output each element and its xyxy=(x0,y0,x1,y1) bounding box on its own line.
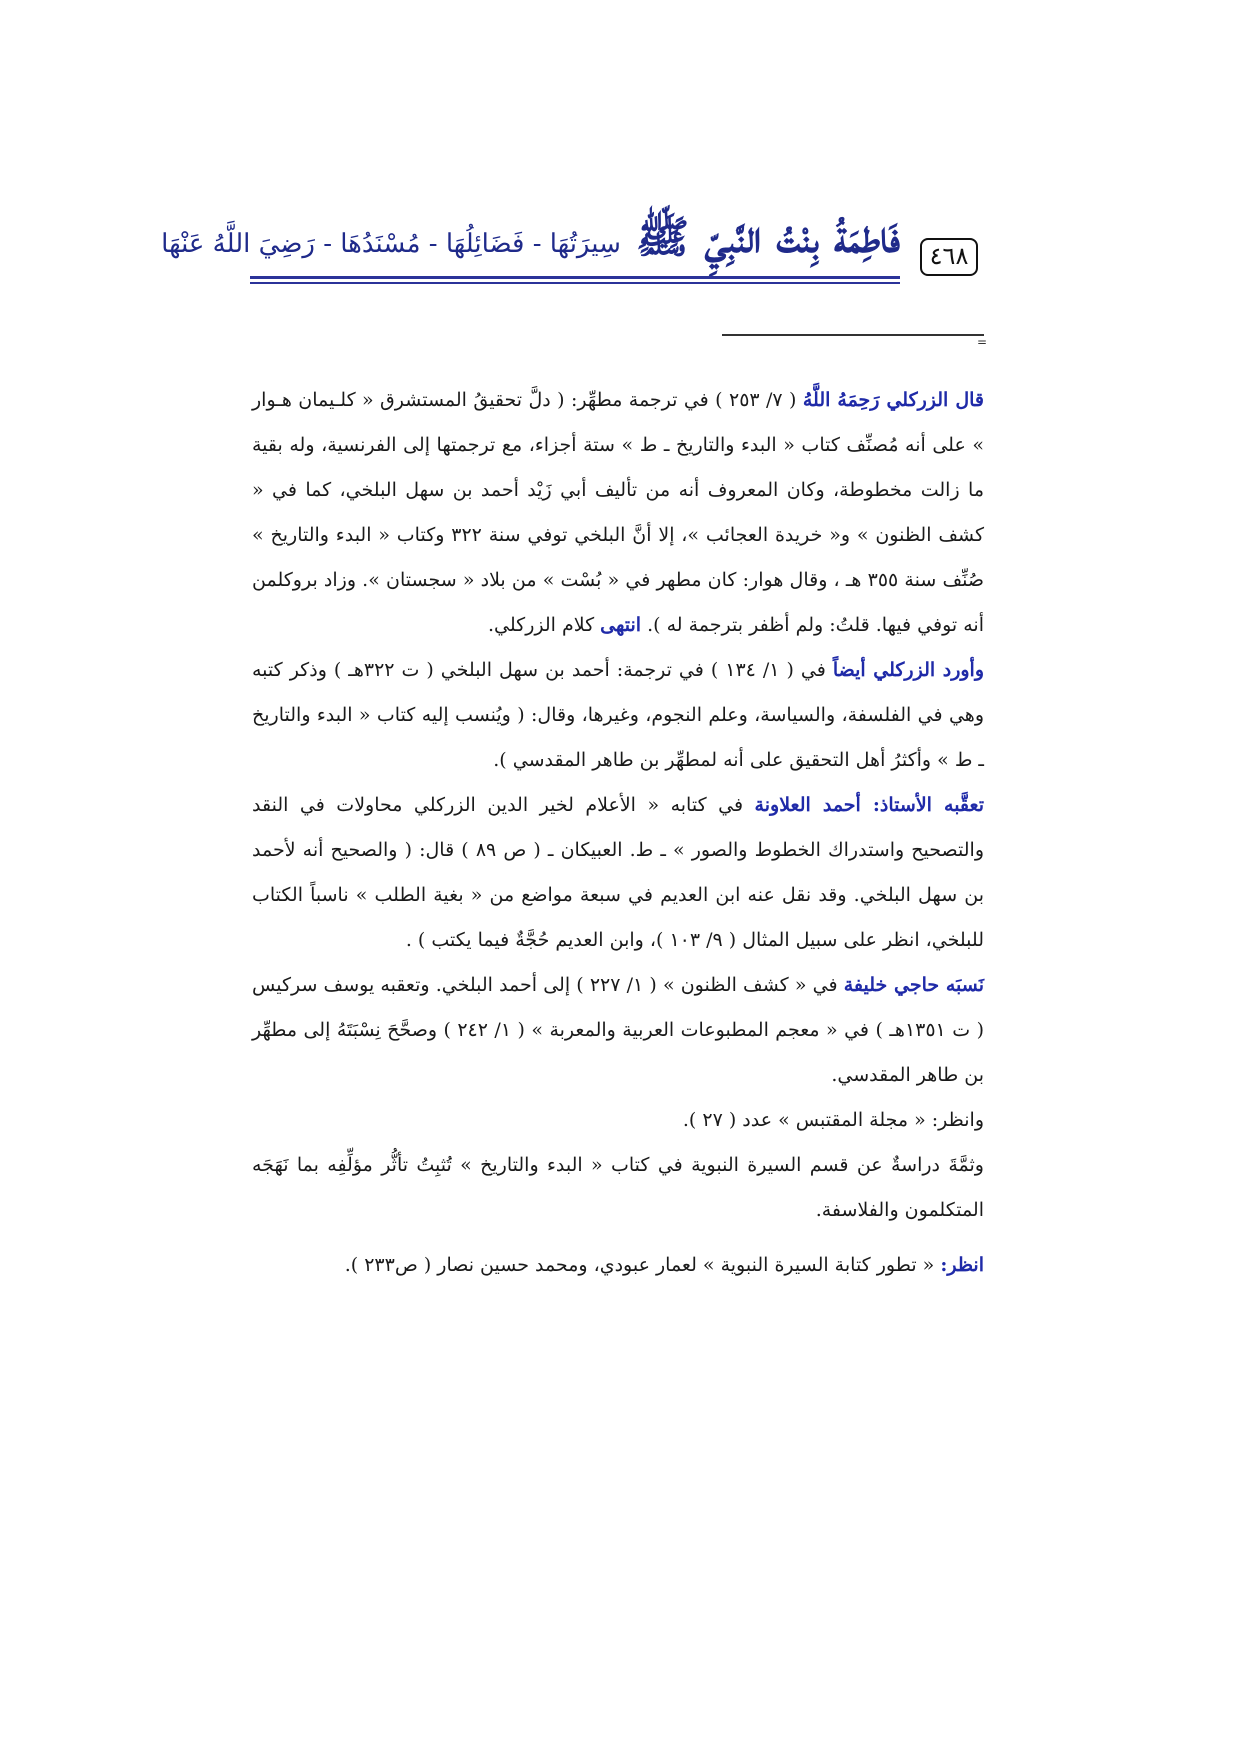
book-title-main: فَاطِمَةُ بِنْتُ النَّبِيِّ ﷺ xyxy=(636,212,900,263)
paragraph-lead: قال الزركلي رَحِمَهُ اللَّهُ xyxy=(802,389,984,411)
page-number: ٤٦٨ xyxy=(920,238,978,276)
paragraph xyxy=(252,378,984,648)
book-title xyxy=(161,210,900,270)
header-rule xyxy=(250,282,900,284)
book-title-subtitle: سِيرَتُهَا - فَضَائِلُهَا - مُسْنَدُهَا - رَضِيَ اللَّهُ عَنْهَا xyxy=(161,229,621,259)
separator-mark: = xyxy=(977,335,988,349)
paragraph xyxy=(252,1098,984,1143)
paragraph-text: في كتابه « الأعلام لخير الدين الزركلي محاولات في النقد والتصحيح واستدراك الخطوط والصور » ـ ط. العبيكان ـ ( ص ٨٩ ) قال: ( والصحيح أنه لأحمد بن سهل البلخي. وقد نقل عنه ابن العديم في سبعة مواضع من « بغية الطلب » ناسباً الكتاب للبلخي، انظر على سبيل المثال ( ٩/ ١٠٣ )، وابن العديم حُجَّةٌ فيما يكتب ) . xyxy=(252,794,984,951)
paragraph-text: ( ٧/ ٢٥٣ ) في ترجمة مطهِّر: ( دلَّ تحقيقُ المستشرق « كلـيمان هـوار » على أنه مُصنِّف كتاب « البدء والتاريخ ـ ط » ستة أجزاء، مع ترجمتها إلى الفرنسية، وله بقية ما زالت مخطوطة، وكان المعروف أنه من تأليف أبي زَيْد أحمد بن سهل البلخي، كما في « كشف الظنون » و« خريدة العجائب »، إلا أنَّ البلخي توفي سنة ٣٢٢ وكتاب « البدء والتاريخ » صُنِّف سنة ٣٥٥ هـ ، وقال هوار: كان مطهر في « بُسْت » من بلاد « سجستان ». وزاد بروكلمن أنه توفي فيها. قلتُ: ولم أظفر بترجمة له ). xyxy=(252,389,984,636)
paragraph-text: في ( ١/ ١٣٤ ) في ترجمة: أحمد بن سهل البلخي ( ت ٣٢٢هـ ) وذكر كتبه وهي في الفلسفة، والسياسة، وعلم النجوم، وغيرها، وقال: ( ويُنسب إليه كتاب « البدء والتاريخ ـ ط » وأكثرُ أهل التحقيق على أنه لمطهِّر بن طاهر المقدسي ). xyxy=(252,659,984,771)
page-header xyxy=(161,188,982,288)
paragraph xyxy=(252,783,984,963)
paragraph-text: وانظر: « مجلة المقتبس » عدد ( ٢٧ ). xyxy=(682,1109,984,1131)
section-separator xyxy=(722,334,984,336)
paragraph xyxy=(252,1143,984,1233)
paragraph-lead: نَسبَه حاجي خليفة xyxy=(843,974,984,996)
reference-text: « تطور كتابة السيرة النبوية » لعمار عبودي، ومحمد حسين نصار ( ص٢٣٣ ). xyxy=(344,1254,941,1276)
paragraph xyxy=(252,648,984,783)
paragraph-tail: كلام الزركلي. xyxy=(488,614,601,636)
paragraph-text: وثمَّةَ دراسةٌ عن قسم السيرة النبوية في كتاب « البدء والتاريخ » تُثبِتُ تأثُّر مؤلِّفِه بما نَهَجَه المتكلمون والفلاسفة. xyxy=(252,1154,984,1221)
body-text xyxy=(252,378,984,1288)
paragraph-text: في « كشف الظنون » ( ١/ ٢٢٧ ) إلى أحمد البلخي. وتعقبه يوسف سركيس ( ت ١٣٥١هـ ) في « معجم المطبوعات العربية والمعربة » ( ١/ ٢٤٢ ) وصحَّحَ نِسْبَتَهُ إلى مطهِّر بن طاهر المقدسي. xyxy=(252,974,984,1086)
paragraph-lead: وأورد الزركلي أيضاً xyxy=(832,659,984,681)
reference-lead: انظر: xyxy=(940,1254,984,1276)
paragraph xyxy=(252,963,984,1098)
header-rule xyxy=(250,276,900,279)
paragraph-lead: تعقَّبه الأستاذ: أحمد العلاونة xyxy=(754,794,984,816)
paragraph-tail-lead: انتهى xyxy=(600,614,642,636)
reference-note xyxy=(252,1243,984,1288)
